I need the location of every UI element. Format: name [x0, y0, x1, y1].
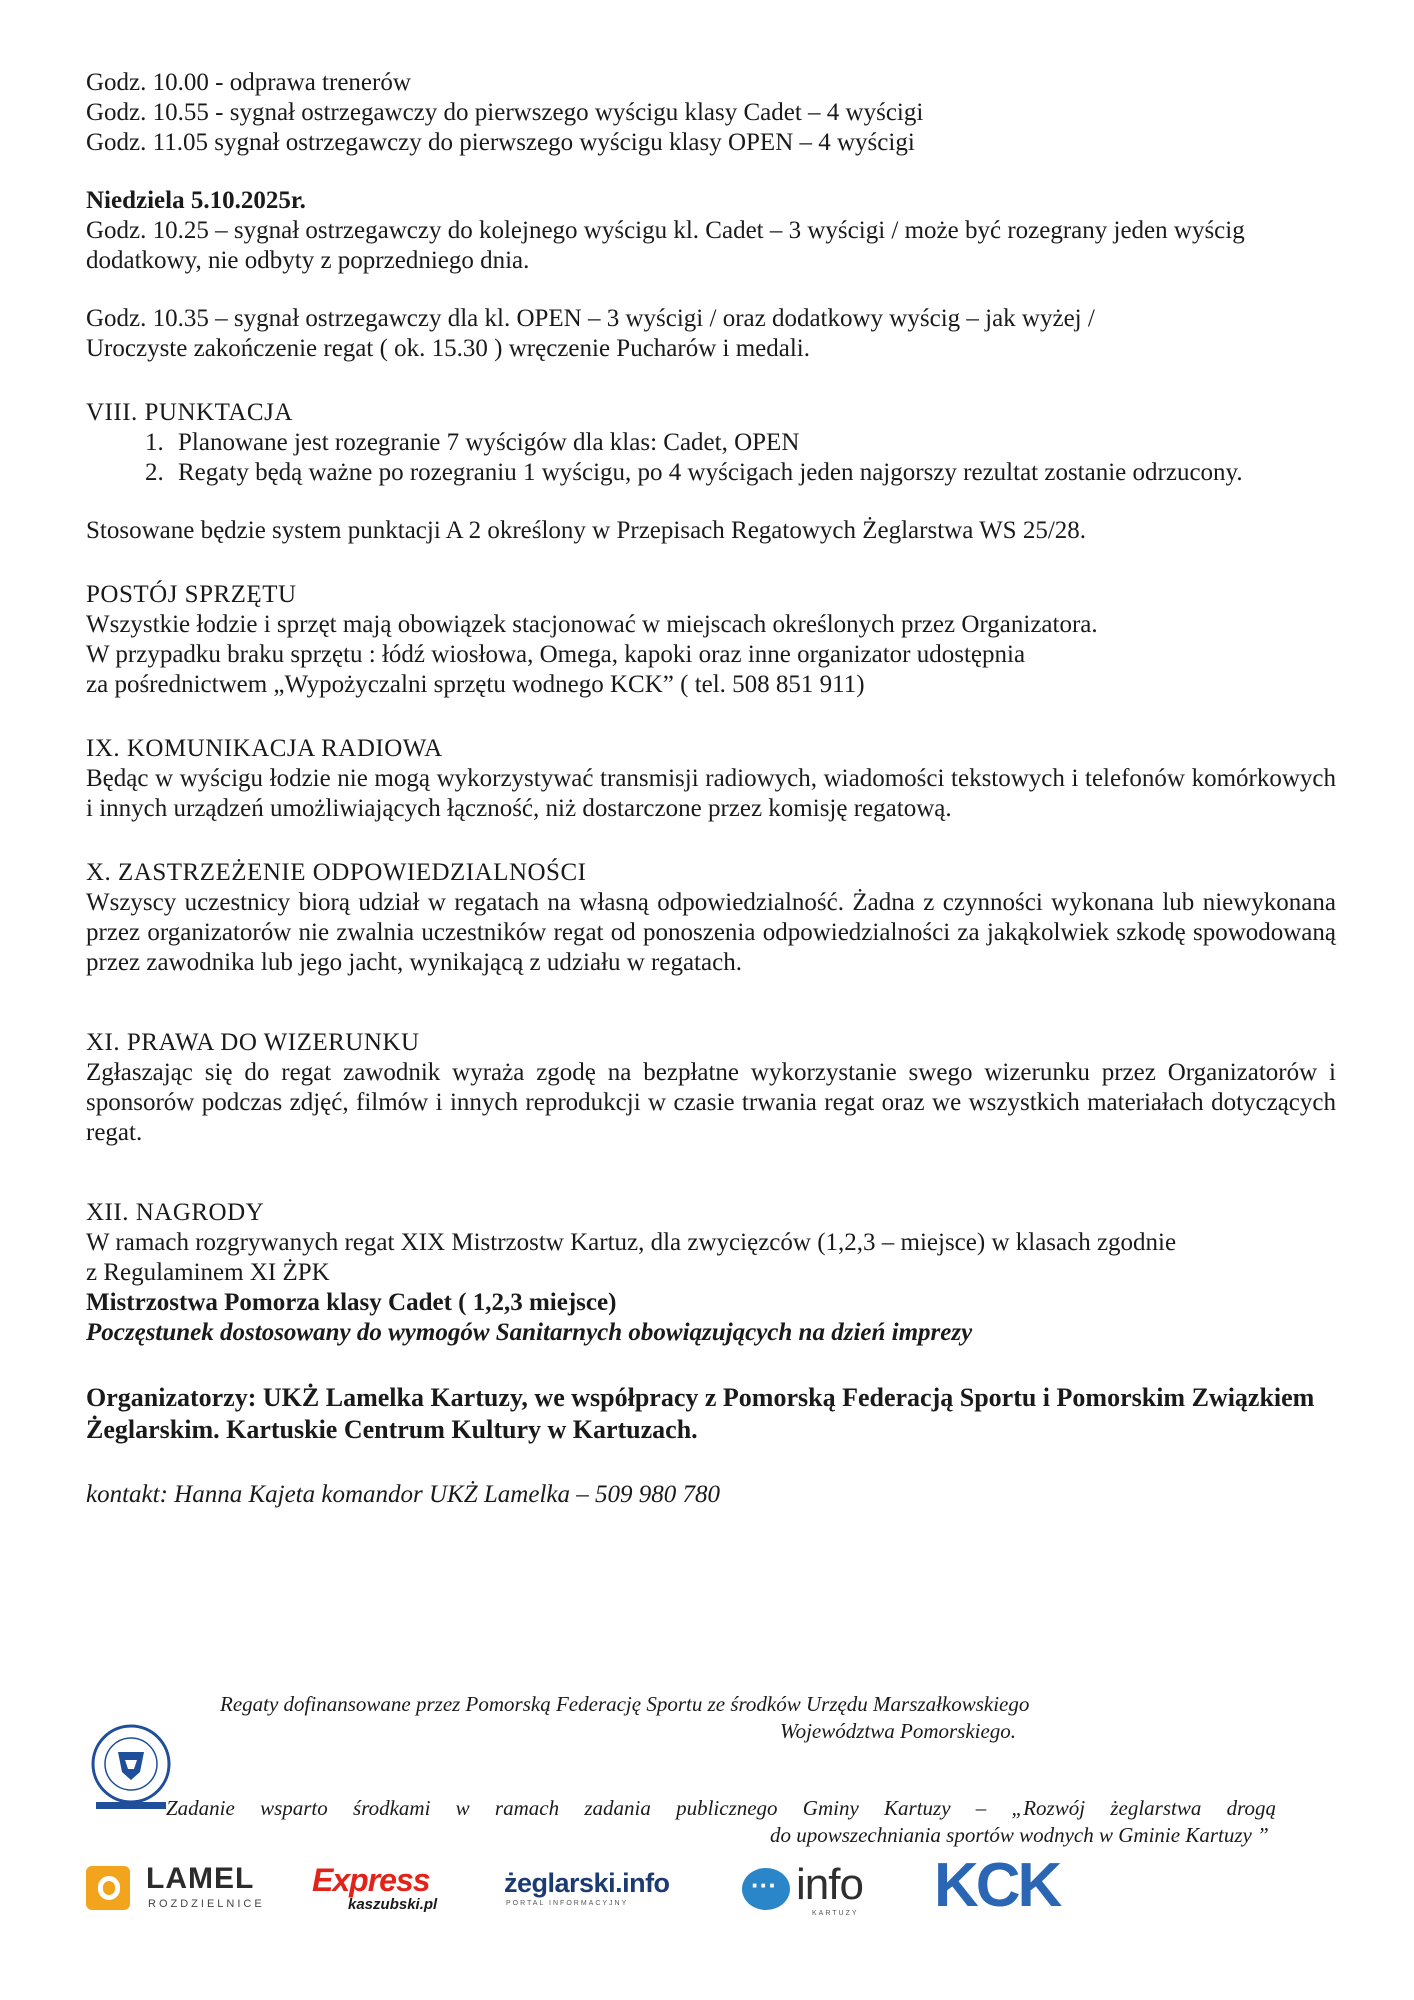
funding-line: Województwa Pomorskiego. [780, 1719, 1017, 1743]
section-heading-image-rights: XI. PRAWA DO WIZERUNKU [86, 1029, 420, 1056]
schedule-line: Godz. 10.55 - sygnał ostrzegawczy do pierwszego wyścigu klasy Cadet – 4 wyścigi [86, 99, 924, 126]
prizes-text: W ramach rozgrywanych regat XIX Mistrzostw Kartuz, dla zwycięzców (1,2,3 – miejsce) w klasach zgodnie [86, 1229, 1177, 1256]
lamel-sub: ROZDZIELNICE [148, 1898, 265, 1910]
scoring-list [86, 428, 1336, 488]
zeglarski-sub: PORTAL INFORMACYJNY [506, 1900, 629, 1907]
task-line: Zadanie wsparto środkami w ramach zadania publicznego Gminy Kartuzy – „Rozwój żeglarstwa drogą [166, 1796, 1276, 1820]
schedule-line: Godz. 10.00 - odprawa trenerów [86, 69, 411, 96]
list-item: 1. Planowane jest rozegranie 7 wyścigów dla klas: Cadet, OPEN [170, 428, 1336, 458]
document-body [86, 68, 1336, 1510]
lamel-logo [86, 1860, 265, 1918]
section-heading-scoring: VIII. PUNKTACJA [86, 399, 293, 426]
equipment-line: Wszystkie łodzie i sprzęt mają obowiązek stacjonować w miejscach określonych przez Organizatora. [86, 611, 1098, 638]
funding-line: Regaty dofinansowane przez Pomorską Federację Sportu ze środków Urzędu Marszałkowskiego [220, 1692, 1030, 1716]
equipment-line: W przypadku braku sprzętu : łódź wiosłowa, Omega, kapoki oraz inne organizator udostępnia [86, 641, 1026, 668]
schedule-line: Godz. 11.05 sygnał ostrzegawczy do pierwszego wyścigu klasy OPEN – 4 wyścigi [86, 129, 915, 156]
image-rights-text: Zgłaszając się do regat zawodnik wyraża zgodę na bezpłatne wykorzystanie swego wizerunku przez Organizatorów i sponsorów podczas zdjęć, filmów i innych reprodukcji w czasie trwania regat oraz we wszystkich materiałach dotyczących regat. [86, 1059, 1336, 1146]
zeglarski-info-logo [504, 1868, 704, 1918]
prizes-text: z Regulaminem XI ŻPK [86, 1259, 330, 1286]
scoring-system: Stosowane będzie system punktacji A 2 określony w Przepisach Regatowych Żeglarstwa WS 25/28. [86, 517, 1087, 544]
express-kaszubski-logo [312, 1862, 462, 1922]
liability-text: Wszyscy uczestnicy biorą udział w regatach na własną odpowiedzialność. Żadna z czynności wykonana lub niewykonana przez organizatorów nie zwalnia uczestników regat od ponoszenia odpowiedzialności za jakąkolwiek szkodę spowodowaną przez zawodnika lub jego jacht, wynikającą z udziału w regatach. [86, 889, 1336, 976]
sunday-heading: Niedziela 5.10.2025r. [86, 187, 306, 214]
radio-text: Będąc w wyścigu łodzie nie mogą wykorzystywać transmisji radiowych, wiadomości tekstowych i telefonów komórkowych i innych urządzeń umożliwiających łączność, niż dostarczone przez komisję regatową. [86, 765, 1336, 822]
contact-line: kontakt: Hanna Kajeta komandor UKŻ Lamelka – 509 980 780 [86, 1481, 720, 1508]
zeglarski-name: żeglarski.info [504, 1868, 670, 1898]
organizers: Organizatorzy: UKŻ Lamelka Kartuzy, we współpracy z Pomorską Federacją Sportu i Pomorskim Związkiem Żeglarskim. Kartuskie Centrum Kultury w Kartuzach. [86, 1383, 1315, 1444]
list-item: 2. Regaty będą ważne po rozegraniu 1 wyścigu, po 4 wyścigach jeden najgorszy rezultat zostanie odrzucony. [170, 458, 1336, 488]
info-sub: KARTUZY [812, 1910, 859, 1917]
task-line: do upowszechniania sportów wodnych w Gminie Kartuzy ” [770, 1823, 1269, 1847]
lamel-name: LAMEL [146, 1862, 255, 1895]
info-name: info [796, 1860, 863, 1909]
pomorska-federacja-sportu-logo [88, 1722, 174, 1812]
sponsor-logos [0, 1850, 1414, 1940]
sunday-paragraph: Godz. 10.25 – sygnał ostrzegawczy do kolejnego wyścigu kl. Cadet – 3 wyścigi / może być rozegrany jeden wyścig dodatkowy, nie odbyty z poprzedniego dnia. [86, 217, 1245, 274]
equipment-line: za pośrednictwem „Wypożyczalni sprzętu wodnego KCK” ( tel. 508 851 911) [86, 671, 865, 698]
task-note [166, 1795, 1334, 1849]
section-heading-prizes: XII. NAGRODY [86, 1199, 265, 1226]
section-heading-equipment: POSTÓJ SPRZĘTU [86, 581, 297, 608]
chat-bubble-icon [742, 1868, 790, 1910]
lamel-mark-icon [86, 1866, 130, 1910]
express-sub: kaszubski.pl [348, 1896, 438, 1913]
section-heading-radio: IX. KOMUNIKACJA RADIOWA [86, 735, 443, 762]
prizes-italic-line: Poczęstunek dostosowany do wymogów Sanitarnych obowiązujących na dzień imprezy [86, 1319, 973, 1346]
funding-note [220, 1691, 1140, 1745]
section-heading-liability: X. ZASTRZEŻENIE ODPOWIEDZIALNOŚCI [86, 859, 587, 886]
ceremony-line: Uroczyste zakończenie regat ( ok. 15.30 ) wręczenie Pucharów i medali. [86, 335, 810, 362]
express-name: Express [312, 1862, 430, 1898]
prizes-bold-line: Mistrzostwa Pomorza klasy Cadet ( 1,2,3 miejsce) [86, 1289, 617, 1316]
sunday-paragraph: Godz. 10.35 – sygnał ostrzegawczy dla kl. OPEN – 3 wyścigi / oraz dodatkowy wyścig – jak wyżej / [86, 305, 1095, 332]
kck-logo: KCK [934, 1851, 1060, 1920]
info-kartuzy-logo [742, 1858, 892, 1922]
